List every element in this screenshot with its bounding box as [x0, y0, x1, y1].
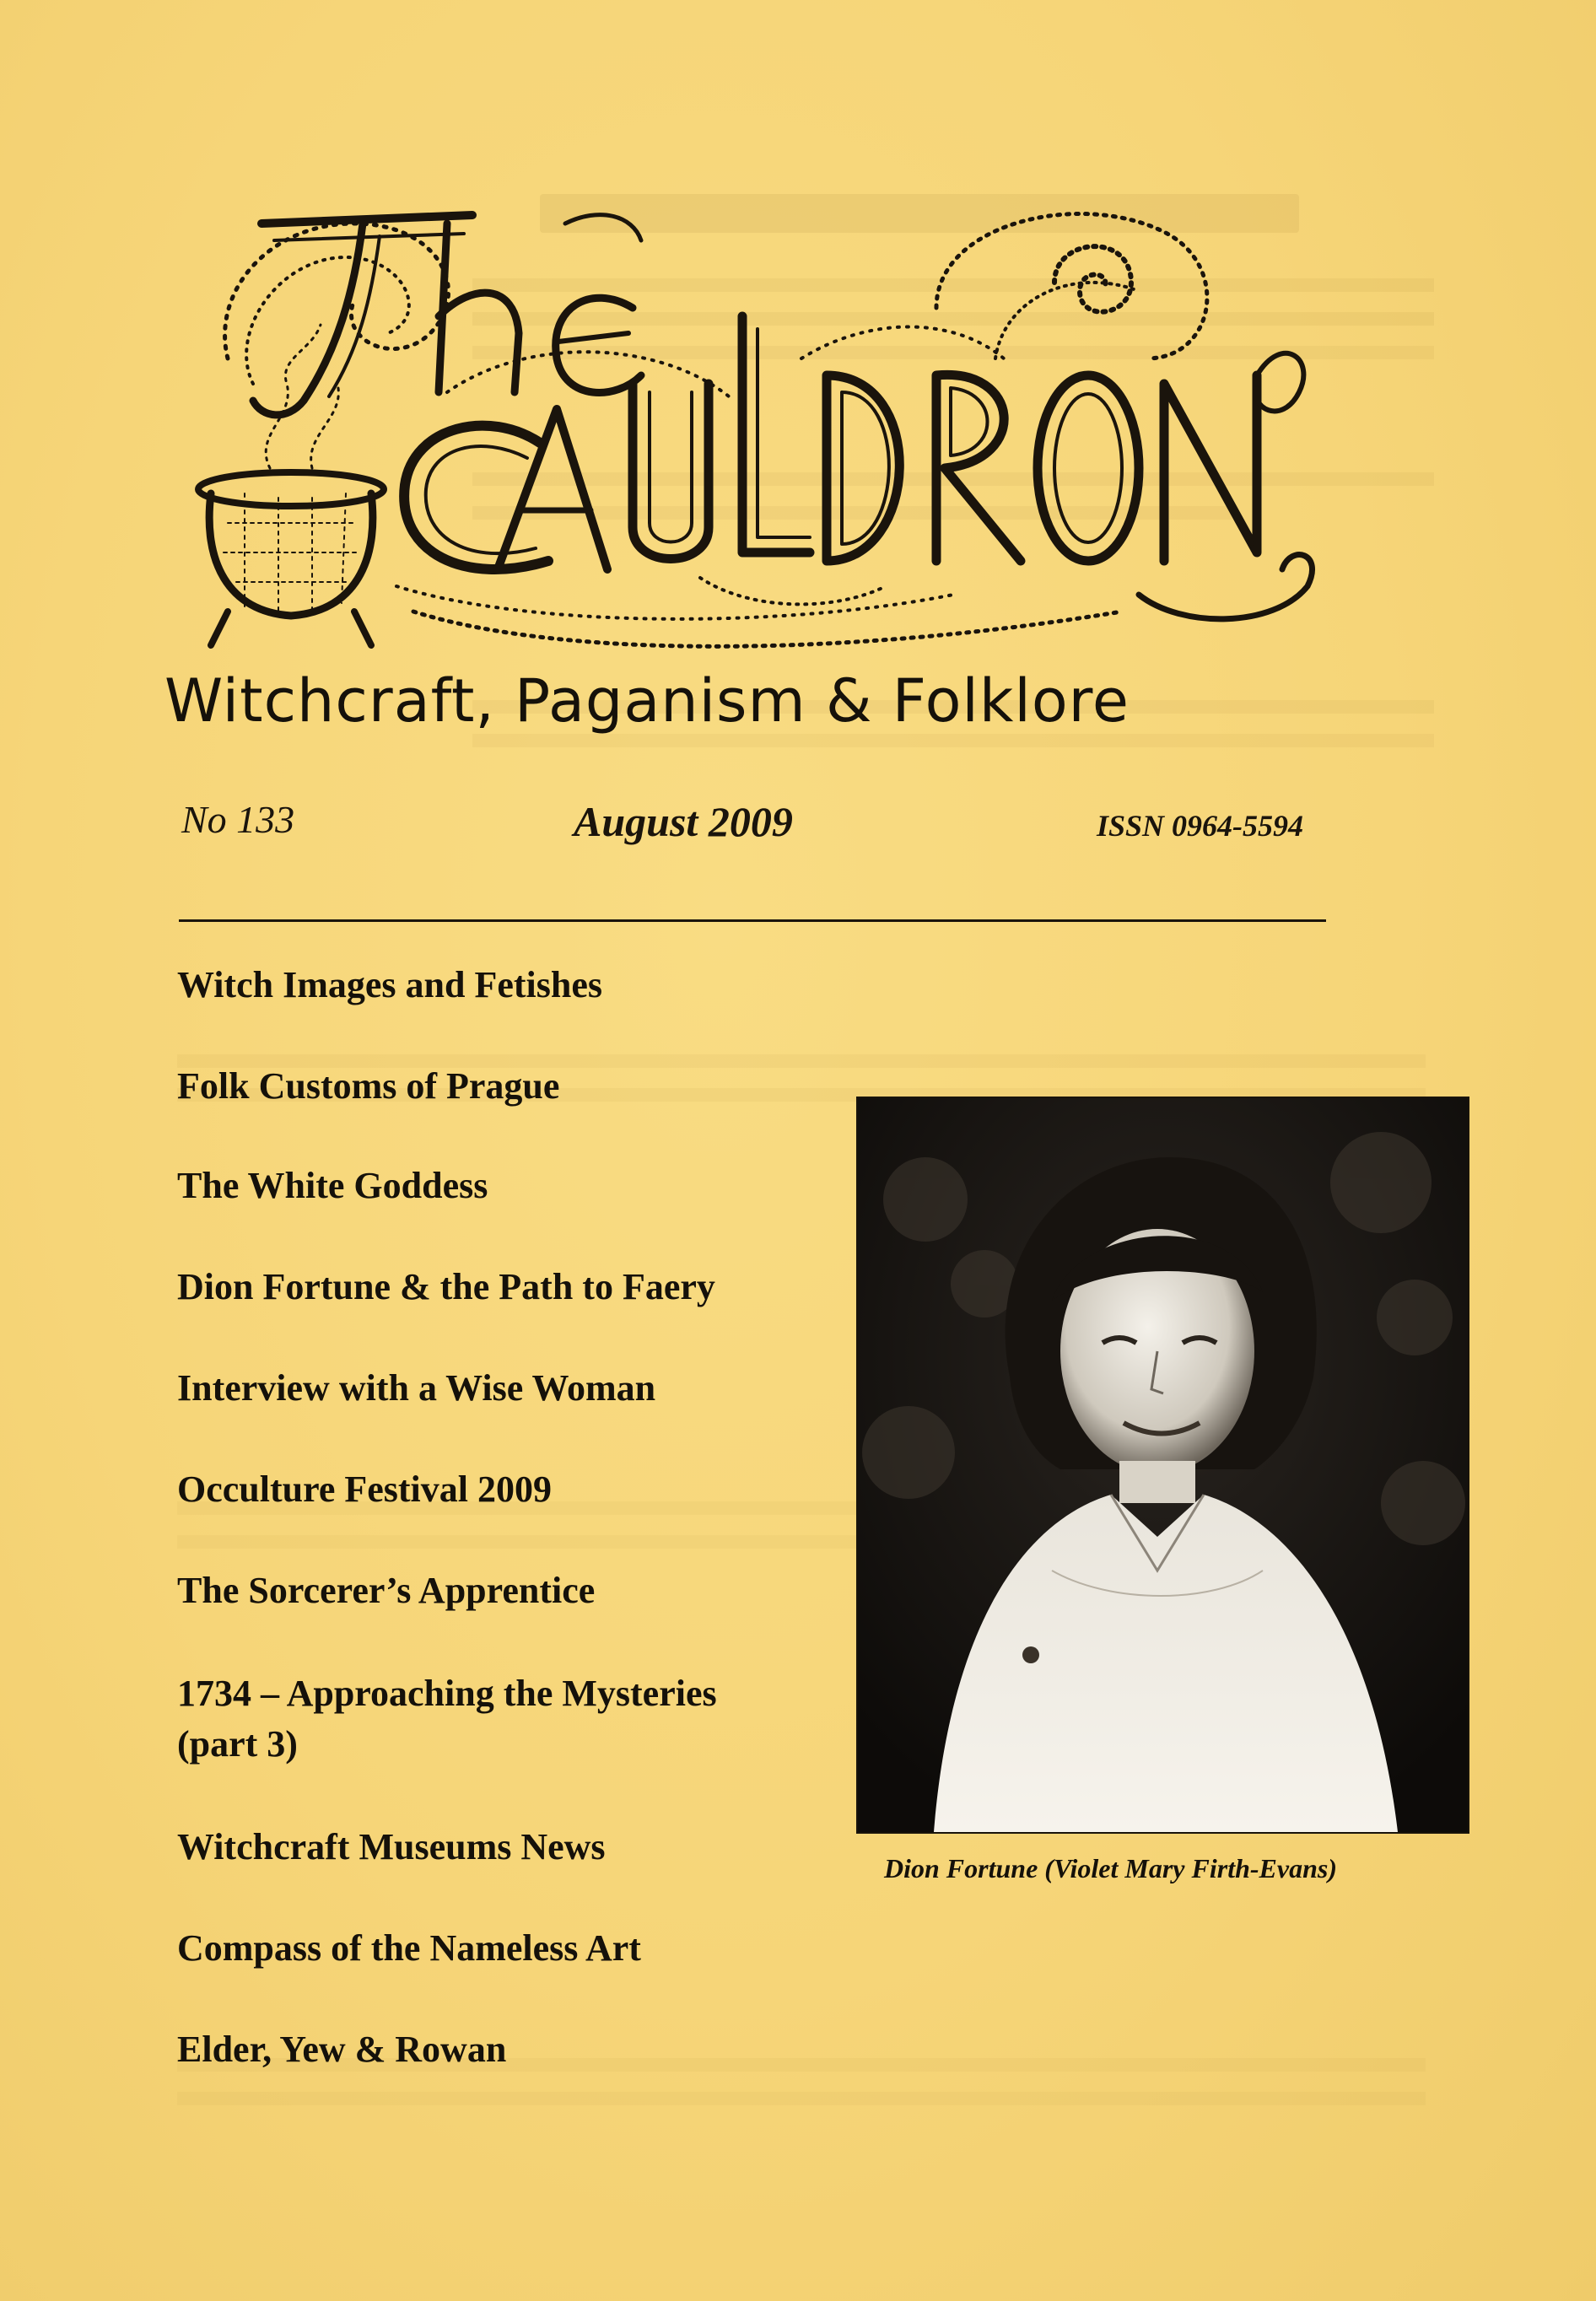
contents-item: The White Goddess [177, 1165, 488, 1206]
contents-item: Dion Fortune & the Path to Faery [177, 1266, 715, 1307]
portrait-photo [856, 1097, 1469, 1834]
portrait-image [858, 1098, 1468, 1832]
contents-item: Compass of the Nameless Art [177, 1927, 641, 1969]
issue-number: No 133 [181, 798, 295, 841]
contents-item: Interview with a Wise Woman [177, 1367, 656, 1409]
cauldron-logo-art [194, 190, 1324, 662]
contents-item: Witchcraft Museums News [177, 1826, 606, 1867]
contents-item: Occulture Festival 2009 [177, 1468, 552, 1510]
issue-date: August 2009 [574, 798, 793, 845]
masthead-logo [194, 190, 1324, 662]
contents-item: Elder, Yew & Rowan [177, 2029, 507, 2070]
contents-item: The Sorcerer’s Apprentice [177, 1570, 596, 1611]
photo-caption: Dion Fortune (Violet Mary Firth-Evans) [884, 1853, 1337, 1883]
header-rule [179, 919, 1326, 922]
magazine-subtitle: Witchcraft, Paganism & Folklore [164, 666, 1130, 736]
contents-item: 1734 – Approaching the Mysteries [177, 1673, 717, 1714]
issue-issn: ISSN 0964-5594 [1097, 809, 1304, 843]
contents-item: Witch Images and Fetishes [177, 964, 602, 1005]
contents-item: Folk Customs of Prague [177, 1065, 560, 1107]
contents-item-continuation: (part 3) [177, 1723, 298, 1765]
